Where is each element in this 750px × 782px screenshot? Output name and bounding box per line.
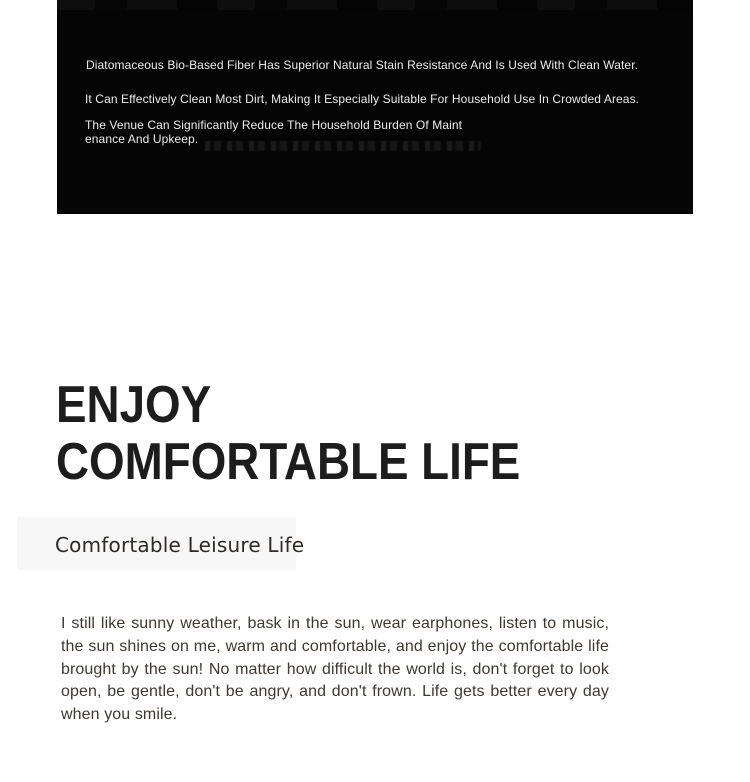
- hero-line-1: Diatomaceous Bio-Based Fiber Has Superior Natural Stain Resistance And Is Used With Clean Water.: [86, 58, 639, 72]
- lifestyle-paragraph: I still like sunny weather, bask in the sun, wear earphones, listen to music, the sun shines on me, warm and comfortable, and enjoy the comfortable life brought by the sun! No matter how difficult the world is, don't forget to look open, be gentle, don't be angry, and don't frown. Life gets better every day when you smile.: [61, 615, 609, 724]
- cropped-image-edge: [57, 0, 693, 10]
- faint-watermark-strip: [205, 141, 481, 151]
- hero-line-3b: enance And Upkeep.: [85, 132, 199, 146]
- slogan-heading-line-1: ENJOY: [56, 376, 212, 434]
- slogan-heading-line-2: COMFORTABLE LIFE: [56, 433, 521, 491]
- hero-description-panel: [57, 0, 693, 214]
- slogan-heading: [56, 377, 520, 491]
- subtitle: Comfortable Leisure Life: [55, 533, 305, 557]
- hero-line-2: It Can Effectively Clean Most Dirt, Making It Especially Suitable For Household Use In Crowded Areas.: [85, 92, 640, 106]
- hero-line-3a: The Venue Can Significantly Reduce The Household Burden Of Maint: [85, 118, 463, 132]
